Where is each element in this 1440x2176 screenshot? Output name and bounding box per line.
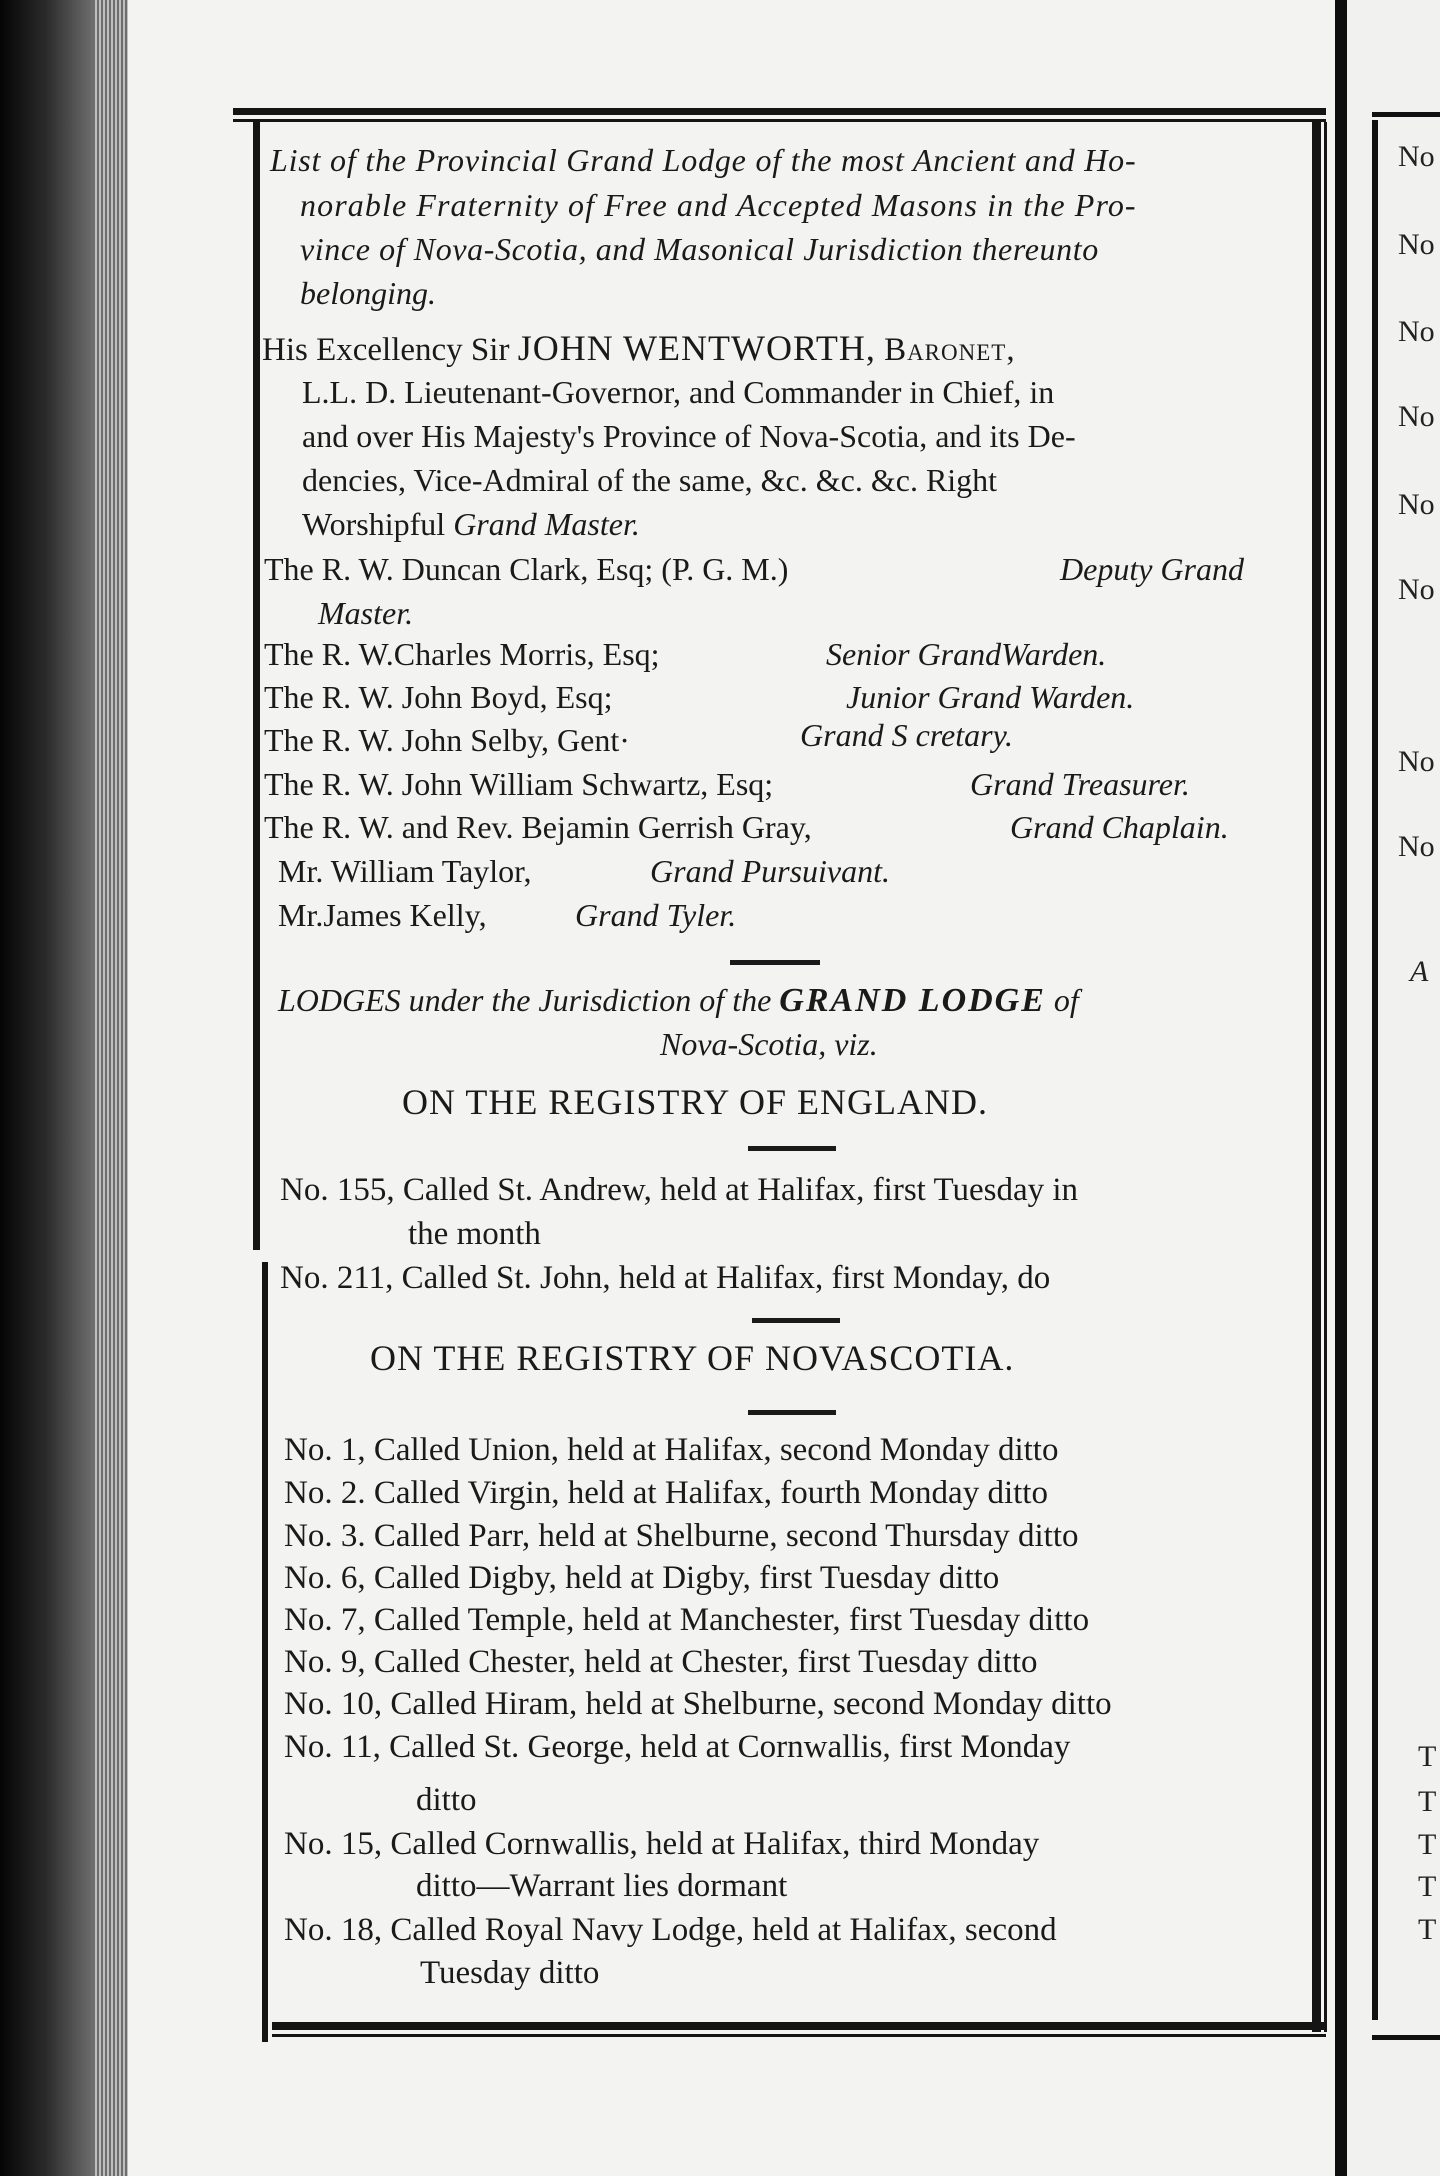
lodge-entry-cont: the month [408,1216,541,1252]
facing-fragment: T [1418,1740,1437,1773]
lodge-text: Called Hiram, held at Shelburne, second Monday ditto [390,1686,1112,1722]
frame-top-rule-thin [233,119,1326,122]
officer-role: Grand Treasurer. [970,766,1190,802]
lodge-text: Called Cornwallis, held at Halifax, third Monday [390,1826,1040,1862]
lodge-entry [284,1516,1079,1556]
lodge-text: Called St. George, held at Cornwallis, first Monday [389,1729,1071,1765]
deputy-line [264,549,788,589]
lodge-entry [284,1727,1070,1767]
facing-fragment: No [1398,830,1435,863]
lodge-number: No. 6, [284,1560,366,1596]
facing-fragment: No [1398,315,1435,348]
frame-right-rule [1312,122,1321,2032]
lodge-entry-cont: Tuesday ditto [420,1955,600,1991]
officer-name: The R. W.Charles Morris, Esq; [264,636,660,672]
lodge-number: No. 18, [284,1912,383,1948]
facing-fragment: No [1398,140,1435,173]
grand-master-line: L.L. D. Lieutenant-Governor, and Commander in Chief, in [302,374,1055,410]
lodges-heading-part: of [1053,982,1079,1018]
header-line: vince of Nova-Scotia, and Masonical Jurisdiction thereunto [300,231,1099,267]
novascotia-heading: ON THE REGISTRY OF NOVASCOTIA. [370,1338,1015,1378]
officer-role: Grand S cretary. [800,717,1014,753]
deputy-name: The R. W. Duncan Clark, Esq; (P. G. M.) [264,551,789,587]
section-divider [752,1318,840,1323]
header-line: List of the Provincial Grand Lodge of the most Ancient and Ho- [270,142,1137,178]
lodge-entry-england [280,1258,1050,1298]
facing-fragment: No [1398,488,1435,521]
grand-master-title: Baronet, [884,332,1016,368]
lodge-number: No. 3. [284,1518,366,1554]
lodge-text: Called St. Andrew, held at Halifax, first Tuesday in [402,1172,1079,1208]
lodge-number: No. 2. [284,1475,366,1511]
deputy-role-cont: Master. [318,595,414,631]
frame-bottom-rule-thin [272,2034,1326,2037]
officer-name: Mr. William Taylor, [278,853,532,889]
lodge-entry [284,1824,1039,1864]
lodge-entry [284,1910,1057,1950]
frame-bottom-rule [272,2022,1326,2030]
facing-fragment: No [1398,573,1435,606]
grand-master-role: Grand Master. [453,506,640,542]
lodge-entry-cont: ditto—Warrant lies dormant [416,1868,788,1904]
lodge-text: Called Union, held at Halifax, second Monday ditto [373,1432,1059,1468]
facing-fragment: T [1418,1828,1437,1861]
lodge-number: No. 7, [284,1602,366,1638]
lodge-entry-england [280,1170,1078,1210]
lodge-entry [284,1473,1048,1513]
grand-master-lead: His Excellency Sir [262,332,510,368]
lodges-heading-grand-lodge: GRAND LODGE [779,982,1046,1019]
lodge-text: Called Royal Navy Lodge, held at Halifax, second [390,1912,1057,1948]
facing-page-top-rule [1372,112,1440,117]
book-gutter [1335,0,1347,2176]
lodge-entry [284,1430,1058,1470]
officer-role: Grand Chaplain. [1010,809,1229,845]
frame-left-rule [253,122,260,1250]
lodge-entry [284,1684,1112,1724]
frame-right-rule-thin [1324,122,1327,2032]
officer-role: Senior GrandWarden. [826,636,1107,672]
lodge-number: No. 11, [284,1729,381,1765]
section-divider [748,1410,836,1415]
lodge-text: Called Parr, held at Shelburne, second Thursday ditto [373,1518,1079,1554]
frame-top-rule [233,108,1326,115]
lodge-number: No. 10, [284,1686,383,1722]
officer-name: The R. W. John Boyd, Esq; [264,679,613,715]
grand-master-line [262,328,1016,370]
facing-page-border [1372,120,1378,2020]
grand-master-line: and over His Majesty's Province of Nova-Scotia, and its De- [302,418,1076,454]
lodge-entry [284,1558,999,1598]
lodge-number: No. 9, [284,1644,366,1680]
lodge-entry [284,1600,1089,1640]
officer-role: Junior Grand Warden. [846,679,1135,715]
facing-fragment: A [1410,955,1429,988]
lodge-entry-cont: ditto [416,1782,477,1818]
officer-name: Mr.James Kelly, [278,897,487,933]
section-divider [730,960,820,965]
facing-fragment: T [1418,1785,1437,1818]
facing-page-bottom-rule [1372,2035,1440,2040]
frame-left-rule-lower [262,1262,268,2042]
facing-fragment: No [1398,228,1435,261]
deputy-role: Deputy Grand [1060,551,1244,587]
grand-master-line [302,504,640,544]
lodge-text: Called St. John, held at Halifax, first Monday, do [401,1260,1051,1296]
officer-role: Grand Tyler. [575,897,737,933]
lodge-number: No. 155, [280,1172,395,1208]
lodges-heading-line2: Nova-Scotia, viz. [660,1026,878,1062]
facing-fragment: T [1418,1870,1437,1903]
officer-role: Grand Pursuivant. [650,853,890,889]
lodge-entry [284,1642,1038,1682]
header-line: belonging. [300,275,436,311]
lodge-text: Called Digby, held at Digby, first Tuesday ditto [373,1560,1000,1596]
lodge-number: No. 211, [280,1260,394,1296]
grand-master-line: dencies, Vice-Admiral of the same, &c. &c. &c. Right [302,462,998,498]
officer-name: The R. W. John Selby, Gent· [264,722,630,758]
lodges-heading-part: LODGES under the Jurisdiction of the [278,982,772,1018]
england-heading: ON THE REGISTRY OF ENGLAND. [402,1082,989,1122]
lodge-text: Called Virgin, held at Halifax, fourth Monday ditto [373,1475,1048,1511]
facing-fragment: No [1398,400,1435,433]
lodges-heading [278,980,1079,1021]
lodge-text: Called Chester, held at Chester, first Tuesday ditto [373,1644,1038,1680]
section-divider [748,1146,836,1151]
grand-master-line-plain: Worshipful [302,506,446,542]
officer-name: The R. W. John William Schwartz, Esq; [264,766,774,802]
facing-fragment: No [1398,745,1435,778]
officer-name: The R. W. and Rev. Bejamin Gerrish Gray, [264,809,812,845]
lodge-text: Called Temple, held at Manchester, first Tuesday ditto [373,1602,1090,1638]
lodge-number: No. 15, [284,1826,383,1862]
grand-master-name: JOHN WENTWORTH, [517,328,876,368]
facing-fragment: T [1418,1913,1437,1946]
lodge-number: No. 1, [284,1432,366,1468]
header-line: norable Fraternity of Free and Accepted Masons in the Pro- [300,187,1137,223]
